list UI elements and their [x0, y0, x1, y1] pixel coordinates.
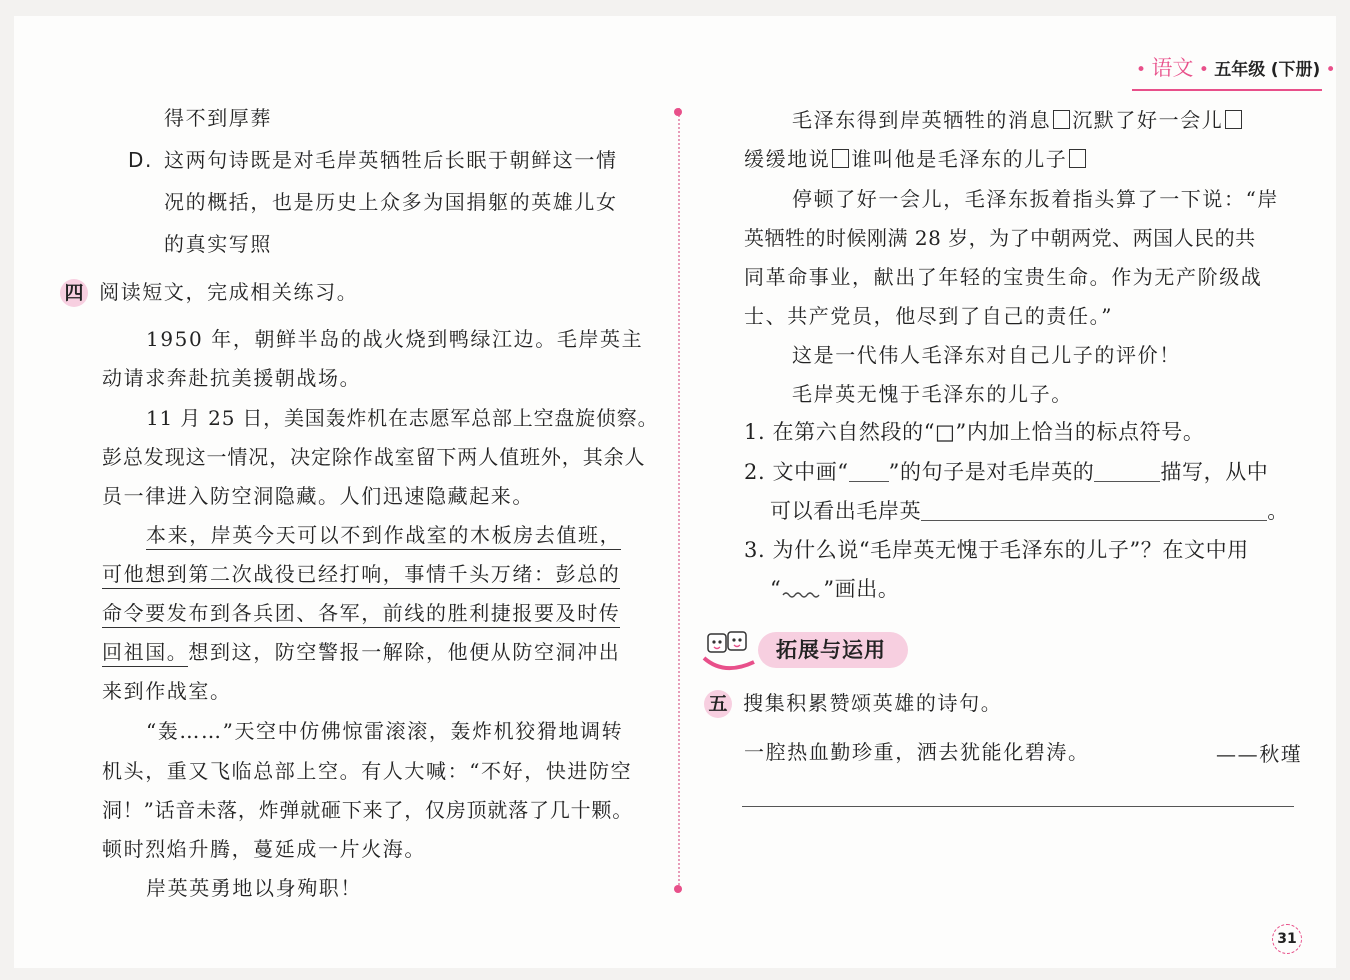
divider-dot-bottom	[674, 885, 682, 893]
header-dot-icon: •	[1325, 60, 1336, 80]
para-4-line-4: 顿时烈焰升腾，蔓延成一片火海。	[102, 837, 426, 861]
para-3-text: 想到这，防空警报一解除，他便从防空洞冲出	[188, 640, 621, 664]
punctuation-box[interactable]	[1225, 110, 1242, 129]
question-2-line-2: 可以看出毛岸英 。	[770, 499, 1289, 523]
option-d-line-1: 这两句诗既是对毛岸英牺牲后长眠于朝鲜这一情	[164, 148, 618, 172]
wavy-line-icon	[781, 581, 823, 599]
para-2-line-3: 员一律进入防空洞隐藏。人们迅速隐藏起来。	[102, 484, 534, 508]
para-4-line-1: “轰……”天空中仿佛惊雷滚滚，轰炸机狡猾地调转	[146, 719, 624, 743]
para-1-line-1: 1950 年，朝鲜半岛的战火烧到鸭绿江边。毛岸英主	[146, 327, 644, 351]
section-4-title: 阅读短文，完成相关练习。	[99, 280, 359, 304]
page-divider	[678, 108, 680, 888]
header-underline	[1132, 89, 1322, 91]
punctuation-box[interactable]	[1069, 149, 1086, 168]
para-5: 岸英英勇地以身殉职！	[146, 876, 362, 900]
para-7-line-1: 停顿了好一会儿，毛泽东扳着指头算了一下说：“岸	[792, 187, 1280, 211]
banner-mascot-icon	[700, 628, 758, 672]
question-3-line-2: “ ”画出。	[770, 577, 900, 601]
para-4-line-3: 洞！”话音未落，炸弹就砸下来了，仅房顶就落了几十颗。	[102, 798, 634, 822]
para-9: 毛岸英无愧于毛泽东的儿子。	[792, 382, 1073, 406]
para-4-line-2: 机头，重又飞临总部上空。有人大喊：“不好，快进防空	[102, 759, 633, 783]
page-header: • 语文 • 五年级 (下册) •	[1136, 56, 1336, 80]
underlined-sentence: 可他想到第二次战役已经打响，事情千头万绪：彭总的	[102, 562, 620, 589]
section-5-title: 搜集积累赞颂英雄的诗句。	[743, 691, 1003, 715]
underlined-sentence: 回祖国。	[102, 640, 188, 667]
answer-blank[interactable]	[1094, 463, 1160, 482]
para-1-line-2: 动请求奔赴抗美援朝战场。	[102, 366, 362, 390]
para-7-line-2: 英牺牲的时候刚满 28 岁，为了中朝两党、两国人民的共	[744, 226, 1256, 250]
section-4-badge: 四	[60, 279, 88, 307]
para-7-line-3: 同革命事业，献出了年轻的宝贵生命。作为无产阶级战	[744, 265, 1263, 289]
header-volume: 下册	[1278, 60, 1313, 80]
question-1: 1. 在第六自然段的“□”内加上恰当的标点符号。	[744, 420, 1205, 444]
answer-line[interactable]	[742, 806, 1294, 807]
para-3-line-3	[102, 599, 620, 627]
punctuation-box[interactable]	[1053, 110, 1070, 129]
page-number: 31	[1272, 924, 1302, 954]
header-subject: 语文	[1151, 56, 1194, 80]
para-8: 这是一代伟人毛泽东对自己儿子的评价！	[792, 343, 1181, 367]
para-7-line-4: 士、共产党员，他尽到了自己的责任。”	[744, 304, 1114, 328]
punctuation-box[interactable]	[832, 149, 849, 168]
answer-blank[interactable]	[921, 502, 1267, 521]
header-dot-icon: •	[1136, 60, 1147, 80]
option-d-line-3: 的真实写照	[164, 232, 272, 256]
question-2-line-1: 2. 文中画“ ”的句子是对毛岸英的 描写，从中	[744, 460, 1269, 484]
para-3-line-5: 来到作战室。	[102, 679, 232, 703]
para-2-line-2: 彭总发现这一情况，决定除作战室留下两人值班外，其余人	[102, 445, 646, 469]
para-3-line-2	[102, 560, 620, 588]
extension-banner	[700, 628, 910, 672]
banner-title: 拓展与运用	[776, 638, 886, 662]
option-d-line-2: 况的概括，也是历史上众多为国捐躯的英雄儿女	[164, 190, 618, 214]
option-d-label: D.	[128, 148, 153, 172]
section-4-heading	[60, 278, 358, 307]
para-6-line-1: 毛泽东得到岸英牺牲的消息 沉默了好一会儿	[792, 106, 1244, 134]
header-grade: 五年级	[1214, 60, 1266, 80]
underlined-sentence: 本来，岸英今天可以不到作战室的木板房去值班，	[146, 523, 621, 550]
underlined-sentence: 命令要发布到各兵团、各军，前线的胜利捷报要及时传	[102, 601, 620, 628]
header-dot-icon: •	[1198, 60, 1209, 80]
para-6-line-2: 缓缓地说 谁叫他是毛泽东的儿子	[744, 145, 1088, 173]
underline-sample	[849, 463, 889, 482]
para-3-line-1	[146, 521, 621, 549]
workbook-page	[14, 16, 1336, 968]
section-5-heading	[704, 689, 1002, 718]
para-3-line-4	[102, 638, 620, 666]
section-5-badge: 五	[704, 690, 732, 718]
poem-author: ——秋瑾	[1216, 742, 1303, 766]
divider-dot-top	[674, 108, 682, 116]
poem-line: 一腔热血勤珍重，洒去犹能化碧涛。	[744, 740, 1090, 764]
para-2-line-1: 11 月 25 日，美国轰炸机在志愿军总部上空盘旋侦察。	[146, 406, 659, 430]
question-3-line-1: 3. 为什么说“毛岸英无愧于毛泽东的儿子”？在文中用	[744, 538, 1249, 562]
option-c-tail: 得不到厚葬	[164, 106, 272, 130]
